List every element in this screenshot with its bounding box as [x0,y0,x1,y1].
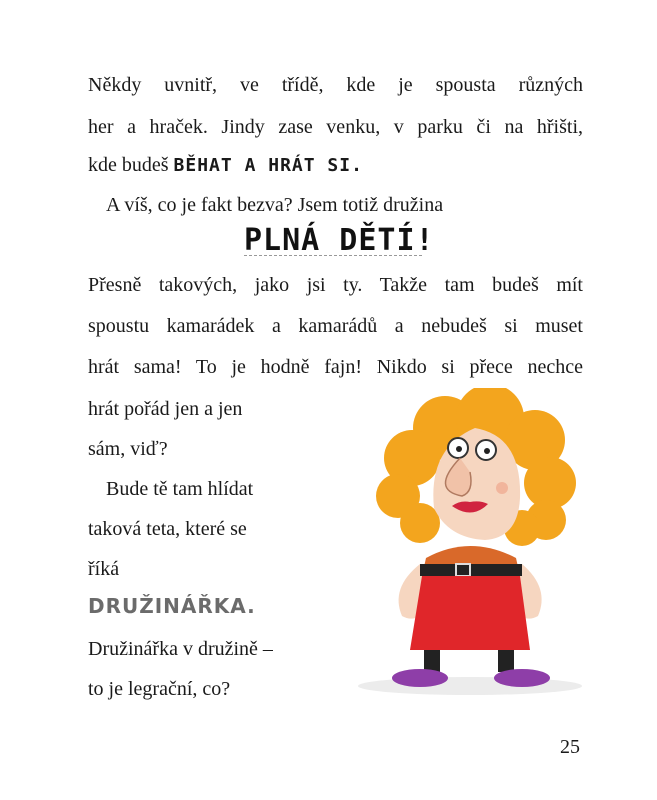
dashed-underline [244,255,422,256]
text-line-3-start: kde budeš [88,154,174,176]
text-line-2: her a hraček. Jindy zase venku, v parku či na hřišti, [88,116,583,138]
text-line-3 [88,152,363,179]
text-line-4: A víš, co je fakt bezva? Jsem totiž družina [106,194,444,216]
page-number: 25 [560,736,580,758]
text-line-1: Někdy uvnitř, ve třídě, kde je spousta různých [88,74,583,96]
text-line-6: spoustu kamarádek a kamarádů a nebudeš si muset [88,315,583,337]
text-line-14: to je legrační, co? [88,678,231,700]
text-line-7: hrát sama! To je hodně fajn! Nikdo si přece nechce [88,356,583,378]
text-line-8: hrát pořád jen a jen [88,398,243,420]
text-line-5: Přesně takových, jako jsi ty. Takže tam budeš mít [88,274,583,296]
teacher-illustration [350,388,590,698]
text-line-13: Družinářka v družině – [88,638,273,660]
text-line-10: Bude tě tam hlídat [106,478,254,500]
heading-plna-deti: PLNÁ DĚTÍ! [244,223,435,258]
text-line-12: říká [88,558,120,580]
text-line-11: taková teta, které se [88,518,247,540]
druzinarka-word: DRUŽINÁŘKA. [88,594,256,618]
handwritten-run-play: BĚHAT A HRÁT SI. [173,155,363,176]
text-line-9: sám, viď? [88,438,168,460]
